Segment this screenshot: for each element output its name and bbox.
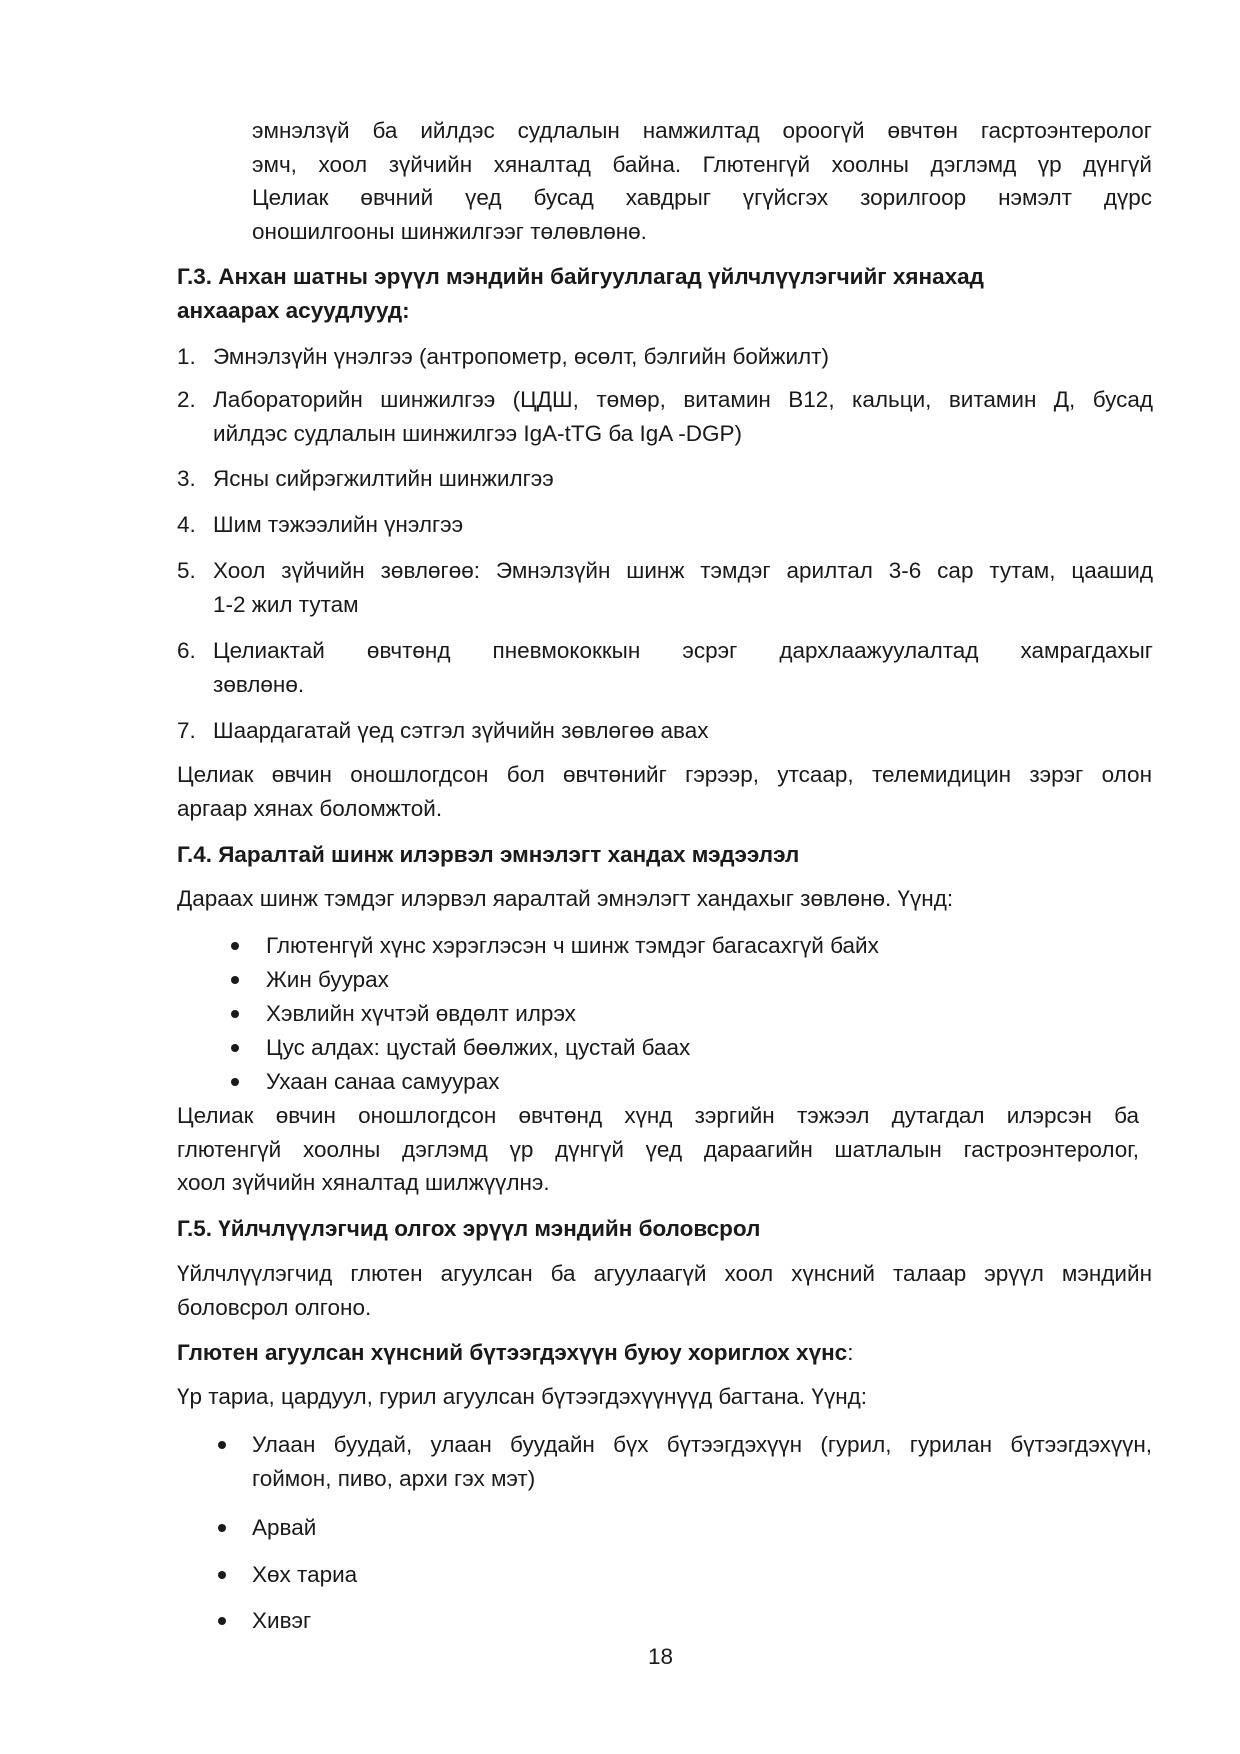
bullet-item: Арвай bbox=[252, 1515, 317, 1540]
bullet-item: Хөх тариа bbox=[252, 1562, 358, 1587]
intro-line: Целиак өвчний үед бусад хавдрыг үгүйсгэх зорилгоор нэмэлт дүрс bbox=[252, 185, 1152, 210]
gluten-products-intro: Үр тариа, цардуул, гурил агуулсан бүтээгдэхүүнүүд багтана. Үүнд: bbox=[177, 1384, 867, 1409]
bullet-item: Хивэг bbox=[252, 1608, 312, 1633]
section-g3-closing bbox=[177, 758, 1152, 825]
intro-line: оношилгооны шинжилгээг төлөвлөнө. bbox=[252, 218, 647, 244]
list-item-text: Ясны сийрэгжилтийн шинжилгээ bbox=[213, 466, 554, 491]
section-g3-heading-line: Г.3. Анхан шатны эрүүл мэндийн байгууллагад үйлчлүүлэгчийг хянахад bbox=[177, 264, 984, 289]
bullet-dot bbox=[218, 1617, 226, 1625]
list-item bbox=[213, 340, 1153, 374]
list-number: 4. bbox=[177, 512, 196, 537]
list-number: 5. bbox=[177, 558, 196, 583]
paragraph-line: Целиак өвчин оношлогдсон өвчтөнд хүнд зэргийн тэжээл дутагдал илэрсэн ба bbox=[177, 1103, 1139, 1128]
list-item-text: Лабораторийн шинжилгээ (ЦДШ, төмөр, витамин B12, кальци, витамин Д, бусад bbox=[213, 387, 1153, 412]
list-number: 7. bbox=[177, 718, 196, 743]
intro-line: эмнэлзүй ба ийлдэс судлалын намжилтад ороогүй өвчтөн гасртоэнтеролог bbox=[252, 118, 1152, 143]
section-g3-heading bbox=[177, 260, 1157, 327]
list-item-text: Хоол зүйчийн зөвлөгөө: Эмнэлзүйн шинж тэмдэг арилтал 3-6 сар тутам, цаашид bbox=[213, 558, 1153, 583]
list-item bbox=[213, 634, 1153, 701]
page-number: 18 bbox=[648, 1644, 674, 1669]
bullet-item bbox=[252, 1428, 1152, 1495]
gluten-products-subheading bbox=[177, 1336, 1157, 1370]
list-item-text: Эмнэлзүйн үнэлгээ (антропометр, өсөлт, бэлгийн бойжилт) bbox=[213, 344, 829, 369]
section-g3-heading-line: анхаарах асуудлууд: bbox=[177, 297, 410, 323]
list-item bbox=[213, 508, 1153, 542]
paragraph-line: аргаар хянах боломжтой. bbox=[177, 795, 443, 821]
gluten-products-subheading-colon: : bbox=[847, 1340, 854, 1365]
paragraph-line: глютенгүй хоолны дэглэмд үр дүнгүй үед дараагийн шатлалын гастроэнтеролог, bbox=[177, 1136, 1139, 1162]
bullet-item: Хэвлийн хүчтэй өвдөлт илрэх bbox=[266, 1001, 576, 1026]
list-item-text: Целиактай өвчтөнд пневмококкын эсрэг дархлаажуулалтад хамрагдахыг bbox=[213, 638, 1153, 663]
intro-line: эмч, хоол зүйчийн хяналтад байна. Глютенгүй хоолны дэглэмд үр дүнгүй bbox=[252, 151, 1152, 177]
section-g5-paragraph bbox=[177, 1257, 1152, 1324]
paragraph-line: хоол зүйчийн хяналтад шилжүүлнэ. bbox=[177, 1170, 550, 1195]
list-item bbox=[213, 462, 1153, 496]
bullet-dot bbox=[231, 942, 239, 950]
bullet-dot bbox=[218, 1441, 226, 1449]
list-item-text: Шим тэжээлийн үнэлгээ bbox=[213, 512, 464, 537]
list-number: 1. bbox=[177, 344, 196, 369]
paragraph-line: боловсрол олгоно. bbox=[177, 1294, 372, 1320]
bullet-item: Жин буурах bbox=[266, 967, 389, 992]
bullet-item-text: гоймон, пиво, архи гэх мэт) bbox=[252, 1465, 536, 1491]
gluten-products-subheading-bold: Глютен агуулсан хүнсний бүтээгдэхүүн буюу хориглох хүнс bbox=[177, 1340, 848, 1365]
list-number: 2. bbox=[177, 387, 196, 412]
list-item-text: Шаардагатай үед сэтгэл зүйчийн зөвлөгөө авах bbox=[213, 718, 709, 743]
section-g5-heading: Г.5. Үйлчлүүлэгчид олгох эрүүл мэндийн боловсрол bbox=[177, 1216, 761, 1241]
list-item-text: зөвлөнө. bbox=[213, 671, 305, 697]
bullet-dot bbox=[218, 1571, 226, 1579]
section-g4-intro: Дараах шинж тэмдэг илэрвэл яаралтай эмнэлэгт хандахыг зөвлөнө. Үүнд: bbox=[177, 886, 954, 911]
bullet-dot bbox=[218, 1524, 226, 1532]
list-item bbox=[213, 714, 1153, 748]
bullet-item: Цус алдах: цустай бөөлжих, цустай баах bbox=[266, 1035, 691, 1060]
bullet-item-text: Улаан буудай, улаан буудайн бүх бүтээгдэхүүн (гурил, гурилан бүтээгдэхүүн, bbox=[252, 1432, 1152, 1457]
list-number: 6. bbox=[177, 638, 196, 663]
section-g4-heading: Г.4. Яаралтай шинж илэрвэл эмнэлэгт хандах мэдээлэл bbox=[177, 842, 800, 867]
bullet-dot bbox=[231, 1044, 239, 1052]
bullet-dot bbox=[231, 1010, 239, 1018]
list-item-text: ийлдэс судлалын шинжилгээ IgA-tTG ба IgA -DGP) bbox=[213, 420, 743, 446]
bullet-item: Глютенгүй хүнс хэрэглэсэн ч шинж тэмдэг багасахгүй байх bbox=[266, 933, 879, 958]
bullet-item: Ухаан санаа самуурах bbox=[266, 1069, 500, 1094]
list-item-text: 1-2 жил тутам bbox=[213, 591, 359, 617]
bullet-dot bbox=[231, 1078, 239, 1086]
list-item bbox=[213, 554, 1153, 621]
bullet-dot bbox=[231, 976, 239, 984]
list-number: 3. bbox=[177, 466, 196, 491]
paragraph-line: Үйлчлүүлэгчид глютен агуулсан ба агуулаагүй хоол хүнсний талаар эрүүл мэндийн bbox=[177, 1261, 1152, 1286]
paragraph-line: Целиак өвчин оношлогдсон бол өвчтөнийг гэрээр, утсаар, телемидицин зэрэг олон bbox=[177, 762, 1152, 787]
intro-paragraph bbox=[252, 114, 1152, 248]
section-g4-closing bbox=[177, 1099, 1139, 1200]
list-item bbox=[213, 383, 1153, 450]
